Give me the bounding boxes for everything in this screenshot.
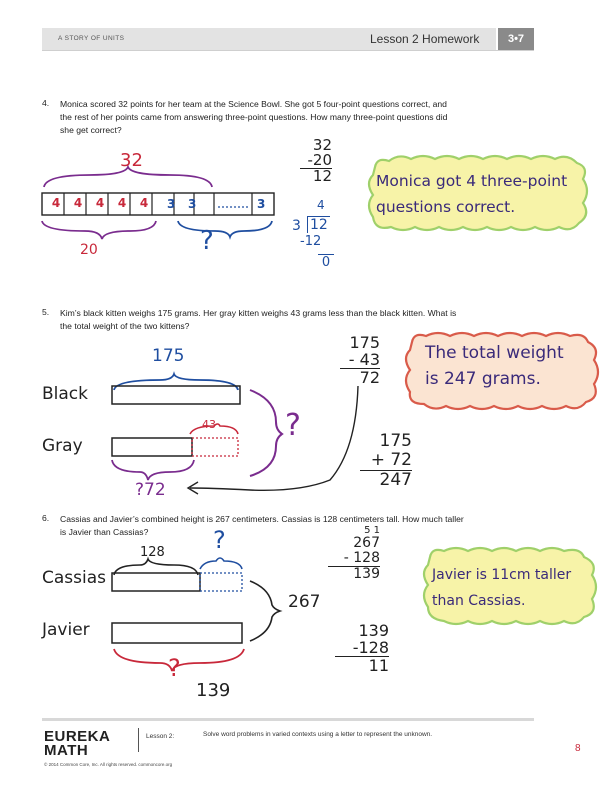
problem-4-text (60, 98, 540, 138)
problem-4-number: 4. (42, 98, 50, 108)
cassias-bar (112, 573, 200, 591)
problem-5-subtraction: 175 - 43 72 (340, 334, 380, 386)
box-three: 3 (257, 197, 266, 211)
header-divider (42, 50, 534, 51)
javier-label: Javier (42, 620, 90, 640)
total-label: 32 (120, 150, 143, 171)
problem-4-line: Monica scored 32 points for her team at the Science Bowl. She got 5 four-point questions correct, and (60, 99, 447, 109)
box-four: 4 (95, 196, 105, 210)
cassias-label: Cassias (42, 568, 106, 588)
page-number: 8 (575, 743, 581, 754)
gray-value: ?72 (135, 480, 166, 500)
problem-6-subtraction: 5 1 267 - 128 139 (328, 526, 380, 582)
box-three: 3 (167, 197, 176, 211)
answer-text-6: Javier is 11cm taller than Cassias. (432, 567, 572, 609)
footer-lesson: Lesson 2: (146, 733, 175, 740)
divisor: 3 (292, 218, 301, 234)
total-brace (250, 581, 280, 641)
difference-brace (200, 558, 242, 569)
javier-value: 139 (196, 680, 231, 701)
footer-divider (42, 718, 534, 721)
javier-unknown: ? (168, 654, 181, 682)
gray-label: Gray (42, 436, 83, 456)
problem-6-number: 6. (42, 513, 50, 523)
footer-description: Solve word problems in varied contexts using a letter to represent the unknown. (203, 731, 433, 738)
unknown-mark: ? (200, 226, 214, 256)
division-subtract: -12 (300, 234, 322, 249)
black-label: Black (42, 384, 88, 404)
footer-vertical-divider (138, 728, 139, 752)
problem-6-tape-diagram (100, 545, 300, 685)
problem-5-number: 5. (42, 307, 50, 317)
remainder: 0 (318, 254, 334, 270)
answer-text-4: Monica got 4 three-point questions correct. (376, 172, 568, 216)
cassias-value: 128 (140, 545, 165, 560)
problem-6-line: Cassias and Javier’s combined height is 267 centimeters. Cassias is 128 centimeters tall. How much taller (60, 514, 464, 524)
copyright: © 2014 Common Core, Inc. All rights reserved. commoncore.org (44, 762, 173, 767)
part-label: 20 (80, 242, 98, 258)
dividend: 12 (307, 216, 330, 233)
page-title: Lesson 2 Homework (370, 32, 480, 46)
problem-5-addition: 175 + 72 247 (360, 432, 412, 490)
series-label: A STORY OF UNITS (58, 35, 125, 42)
problem-5-line: Kim’s black kitten weighs 175 grams. Her gray kitten weighs 43 grams less than the black kitten. What is (60, 308, 457, 318)
difference-label: 43 (202, 418, 216, 431)
threes-brace (178, 221, 272, 237)
box-four: 4 (117, 196, 127, 210)
quotient: 4 (317, 198, 325, 212)
problem-4-line: she get correct? (60, 125, 122, 136)
problem-6-line: is Javier than Cassias? (60, 527, 149, 538)
problem-6-text (60, 513, 540, 539)
javier-bar (112, 623, 242, 643)
box-four: 4 (51, 196, 61, 210)
answer-text-5: The total weight is 247 grams. (425, 343, 564, 389)
problem-6-check: 139 -128 11 (335, 622, 389, 674)
box-four: 4 (139, 196, 149, 210)
arrow-72-to-gray (180, 380, 380, 500)
eureka-math-logo: EUREKA MATH (44, 728, 111, 759)
difference-bar (200, 573, 242, 591)
box-three: 3 (188, 197, 197, 211)
problem-4-subtraction: 32 -20 12 (300, 138, 332, 184)
lesson-code-badge: 3•7 (498, 28, 534, 50)
difference-unknown: ? (213, 526, 226, 554)
total-unknown: ? (285, 408, 301, 443)
box-four: 4 (73, 196, 83, 210)
problem-4-tape-diagram (30, 145, 280, 275)
fours-brace (42, 221, 156, 239)
problem-4-line: the rest of her points came from answering three-point questions. How many three-point questions did (60, 112, 448, 123)
four-point-boxes (45, 196, 165, 210)
black-value: 175 (152, 346, 185, 366)
problem-5-line: the total weight of the two kittens? (60, 321, 190, 332)
total-value: 267 (288, 592, 321, 612)
